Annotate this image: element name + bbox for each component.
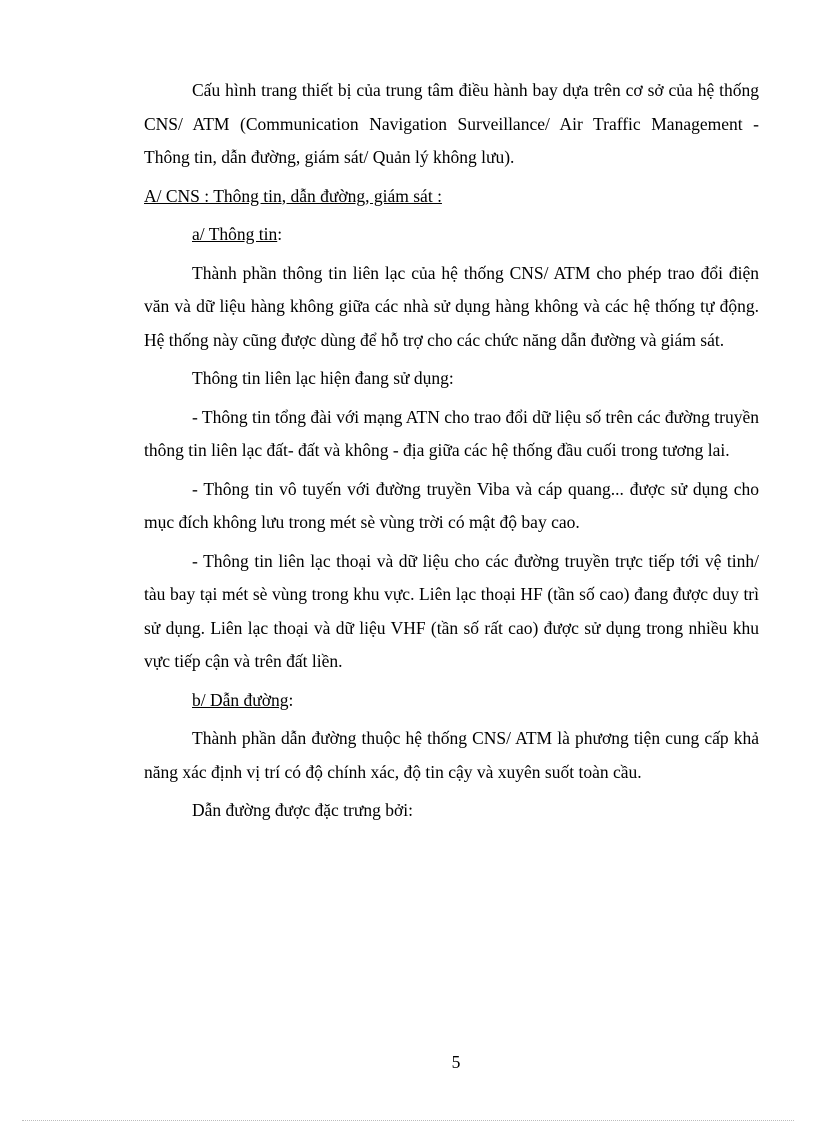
paragraph-thong-tin-2: Thông tin liên lạc hiện đang sử dụng: [192, 368, 454, 388]
subheading-dan-duong [144, 684, 759, 718]
page-number: 5 [451, 1052, 461, 1072]
subheading-b-text: b/ Dẫn đường [192, 689, 289, 710]
document-body [144, 74, 759, 828]
intro-paragraph: Cấu hình trang thiết bị của trung tâm điều hành bay dựa trên cơ sở của hệ thống CNS/ ATM (Communication Navigation Surveillance/ Air Traffic Management - Thông tin, dẫn đường, giám sát/ Quản lý không lưu). [144, 80, 759, 167]
bullet-paragraph-2: - Thông tin vô tuyến với đường truyền Viba và cáp quang... được sử dụng cho mục đích không lưu trong mét sè vùng trời có mật độ bay cao. [144, 478, 759, 532]
page-bottom-divider [22, 1120, 794, 1121]
subheading-a-text: a/ Thông tin [192, 224, 278, 244]
paragraph-dan-duong-1: Thành phần dẫn đường thuộc hệ thống CNS/ ATM là phương tiện cung cấp khả năng xác định vị trí có độ chính xác, độ tin cậy và xuyên suốt toàn cầu. [144, 728, 759, 782]
paragraph-dan-duong-2: Dẫn đường được đặc trưng bởi: [192, 800, 413, 820]
subheading-b-colon: : [288, 689, 294, 710]
bullet-paragraph-1: - Thông tin tổng đài với mạng ATN cho trao đổi dữ liệu số trên các đường truyền thông tin liên lạc đất- đất và không - địa giữa các hệ thống đầu cuối trong tương lai. [144, 406, 759, 460]
section-heading-text: A/ CNS : Thông tin, dẫn đường, giám sát : [144, 185, 442, 206]
section-heading-cns [144, 180, 759, 214]
subheading-thong-tin [144, 218, 759, 252]
paragraph-thong-tin-1: Thành phần thông tin liên lạc của hệ thống CNS/ ATM cho phép trao đổi điện văn và dữ liệu hàng không giữa các nhà sử dụng hàng không và các hệ thống tự động. Hệ thống này cũng được dùng để hỗ trợ cho các chức năng dẫn đường và giám sát. [144, 262, 759, 350]
subheading-a-colon: : [277, 224, 283, 244]
bullet-paragraph-3: - Thông tin liên lạc thoại và dữ liệu cho các đường truyền trực tiếp tới vệ tinh/ tàu bay tại mét sè vùng trong khu vực. Liên lạc thoại HF (tần số cao) đang được duy trì sử dụng. Liên lạc thoại và dữ liệu VHF (tần số rất cao) được sử dụng trong nhiều khu vực tiếp cận và trên đất liền. [144, 550, 759, 671]
